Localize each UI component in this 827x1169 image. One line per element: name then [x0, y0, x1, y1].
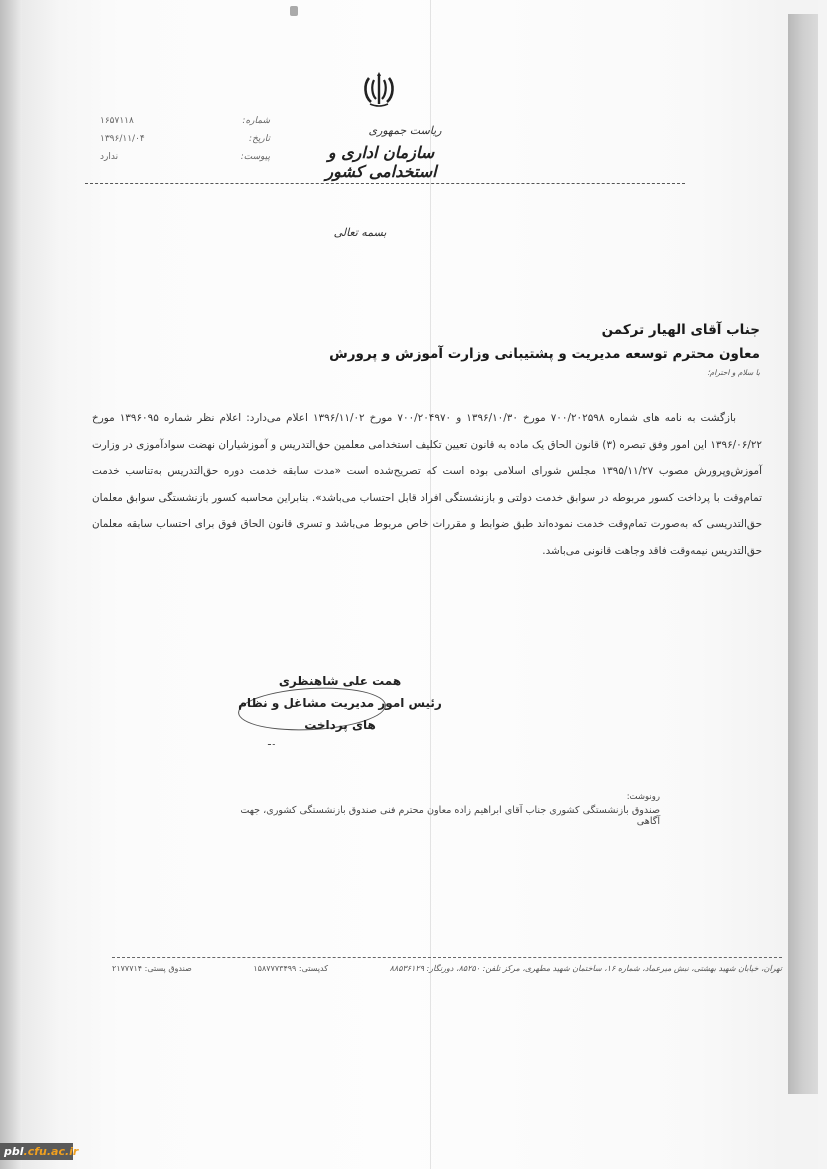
watermark-prefix: pbl [4, 1145, 24, 1158]
bismillah-heading: بسمه تعالی [333, 226, 387, 239]
signatory-name: همت علی شاهنظری [278, 674, 402, 688]
footer-address: تهران، خیابان شهید بهشتی، نبش میرعماد، شماره ۱۶، ساختمان شهید مطهری، مرکز تلفن: ۸۵۲۵۰، دورنگار: ۸۸۵۳۶۱۲۹ [389, 964, 782, 973]
footer-pobox-label: صندوق پستی: [144, 964, 192, 973]
meta-number-value: ۱۶۵۷۱۱۸ [100, 116, 134, 126]
signature-scribble: ۔ـ [268, 737, 277, 748]
scan-right-edge-shadow [788, 14, 818, 1094]
meta-date-label: تاریخ: [249, 134, 270, 144]
scan-artifact [290, 6, 298, 16]
footer-postal-label: کدپستی: [298, 964, 329, 973]
meta-attachment-value: ندارد [100, 152, 119, 162]
scan-left-edge-shadow [0, 0, 22, 1169]
cc-label: رونوشت: [626, 792, 660, 802]
footer-pobox-value: ۲۱۷۷۷۱۴ [112, 964, 143, 973]
signatory-title-line2: های پرداخت [304, 718, 376, 732]
footer-postal [253, 964, 328, 973]
watermark-domain: .cfu.ac.ir [23, 1145, 79, 1158]
scan-right-margin [818, 0, 827, 1169]
meta-date-value: ۱۳۹۶/۱۱/۰۴ [100, 134, 145, 144]
signatory-title-line1: رئیس امور مدیریت مشاغل و نظام [238, 696, 442, 710]
addressee-block [200, 318, 760, 366]
org-parent-name: ریاست جمهوری [368, 124, 442, 137]
site-watermark [0, 1143, 79, 1160]
meta-number-row [100, 112, 270, 130]
iran-emblem-icon [362, 70, 396, 110]
meta-attachment-row [100, 148, 270, 166]
addressee-title: معاون محترم توسعه مدیریت و پشتیبانی وزارت آموزش و پرورش [329, 346, 760, 362]
letter-body [92, 405, 762, 564]
org-name: سازمان اداری و استخدامی کشور [325, 143, 437, 181]
signature-block [220, 670, 460, 736]
meta-date-row [100, 130, 270, 148]
footer-divider [112, 957, 782, 958]
addressee-name: جناب آقای الهیار ترکمن [601, 322, 760, 338]
footer-postal-value: ۱۵۸۷۷۷۳۴۹۹ [253, 964, 297, 973]
letter-footer [112, 964, 782, 973]
footer-pobox [112, 964, 192, 973]
cc-recipient: صندوق بازنشستگی کشوری جناب آقای ابراهیم زاده معاون محترم فنی صندوق بازنشستگی کشوری، جهت آگاهی [240, 805, 660, 827]
header-divider [85, 183, 685, 184]
salutation: با سلام و احترام؛ [707, 368, 760, 377]
meta-attachment-label: پیوست: [240, 152, 270, 162]
meta-number-label: شماره: [242, 116, 270, 126]
letter-metadata [100, 112, 270, 166]
body-paragraph: بازگشت به نامه های شماره ۷۰۰/۲۰۲۵۹۸ مورخ ۱۳۹۶/۱۰/۳۰ و ۷۰۰/۲۰۴۹۷۰ مورخ ۱۳۹۶/۱۱/۰۲ اعلام می‌دارد: اعلام نظر شماره ۱۳۹۶۰۹۵ مورخ ۱۳۹۶/۰۶/۲۲ این امور وفق تبصره (۳) قانون الحاق یک ماده به قانون تعیین تکلیف استخدامی معلمین حق‌التدریس و آموزشیاران نهضت سوادآموزی در وزارت آموزش‌وپرورش مصوب ۱۳۹۵/۱۱/۲۷ مجلس شورای اسلامی بوده است که تصریح‌شده است «مدت سابقه خدمت دوره حق‌التدریس به‌تناسب خدمت تمام‌وقت با پرداخت کسور مربوطه در سوابق خدمت دولتی و بازنشستگی افراد قابل احتساب می‌باشد». بنابراین محاسبه کسور بازنشستگی سوابق معلمان حق‌التدریسی که به‌صورت تمام‌وقت خدمت نموده‌اند طبق ضوابط و مقررات خاص مربوط می‌باشد و تسری قانون الحاق فوق برای احتساب سابقه معلمان حق‌التدریس نیمه‌وقت فاقد وجاهت قانونی می‌باشد. [92, 412, 763, 557]
